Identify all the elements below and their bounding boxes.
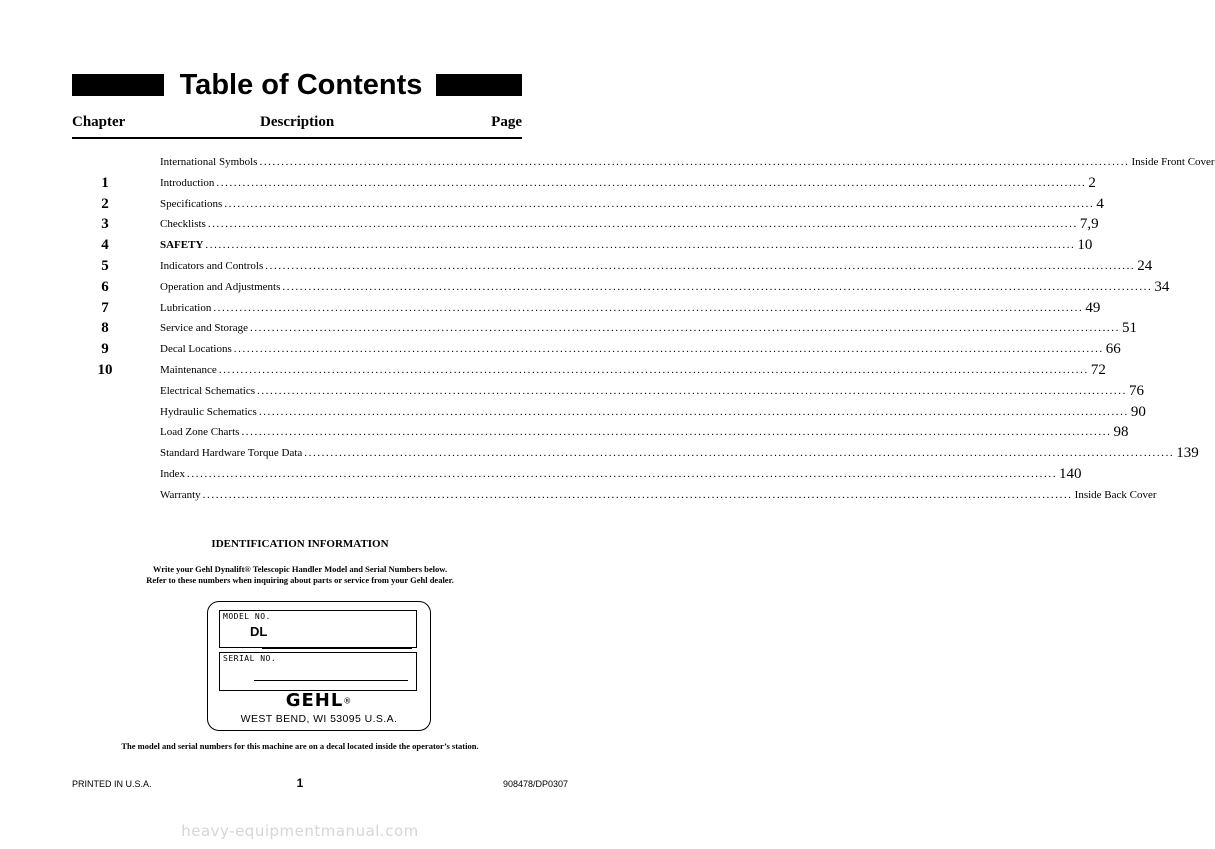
toc-chapter: 1 bbox=[101, 174, 109, 191]
description-header: Description bbox=[260, 114, 335, 130]
toc-entry[interactable] bbox=[160, 299, 1101, 316]
toc-page: 76 bbox=[1128, 382, 1144, 399]
toc-row bbox=[0, 214, 1099, 235]
toc-row bbox=[0, 277, 1170, 298]
toc-page: 10 bbox=[1077, 237, 1093, 254]
toc-leader: ........................................................................................................................................................................................................ bbox=[304, 447, 1175, 460]
toc-row bbox=[0, 485, 1157, 506]
toc-leader: ........................................................................................................................................................................................................ bbox=[259, 156, 1130, 168]
toc-description: International Symbols bbox=[160, 156, 258, 168]
toc-chapter: 6 bbox=[101, 278, 109, 295]
toc-entry[interactable] bbox=[160, 361, 1106, 378]
title-banner bbox=[72, 66, 522, 106]
toc-entry[interactable] bbox=[160, 487, 1157, 503]
toc-chapter: 9 bbox=[101, 341, 109, 358]
page-title: Table of Contents bbox=[179, 69, 423, 101]
toc-row bbox=[0, 152, 1215, 173]
toc-entry[interactable] bbox=[160, 257, 1153, 274]
toc-description: Electrical Schematics bbox=[160, 384, 255, 397]
toc-page: 51 bbox=[1121, 320, 1137, 337]
toc-page: 49 bbox=[1085, 299, 1101, 316]
toc-leader: ........................................................................................................................................................................................................ bbox=[202, 488, 1073, 501]
toc-entry[interactable] bbox=[160, 445, 1199, 462]
toc-description: Warranty bbox=[160, 488, 201, 501]
toc-leader: ........................................................................................................................................................................................................ bbox=[241, 426, 1112, 439]
serial-underline bbox=[254, 680, 408, 681]
toc-description: SAFETY bbox=[160, 239, 204, 252]
toc-page: 72 bbox=[1090, 361, 1106, 378]
toc-chapter: 10 bbox=[97, 361, 113, 378]
toc-row bbox=[0, 402, 1146, 423]
toc-description: Maintenance bbox=[160, 363, 217, 376]
toc-description: Lubrication bbox=[160, 301, 212, 314]
header-rule bbox=[72, 137, 522, 139]
toc-description: Specifications bbox=[160, 197, 223, 210]
toc-description: Standard Hardware Torque Data bbox=[160, 447, 303, 460]
toc-page: 4 bbox=[1096, 195, 1104, 212]
toc-description: Indicators and Controls bbox=[160, 259, 264, 272]
toc-leader: ........................................................................................................................................................................................................ bbox=[282, 280, 1153, 293]
toc-entry[interactable] bbox=[160, 424, 1129, 441]
toc-row bbox=[0, 194, 1104, 215]
title-bar-right bbox=[436, 74, 522, 96]
toc-chapter: 7 bbox=[101, 299, 109, 316]
identification-instruction-2: Refer to these numbers when inquiring about parts or service from your Gehl dealer. bbox=[146, 575, 454, 585]
toc-description: Operation and Adjustments bbox=[160, 280, 281, 293]
toc-row bbox=[0, 443, 1199, 464]
toc-row bbox=[0, 256, 1153, 277]
toc-description: Checklists bbox=[160, 218, 206, 231]
toc-chapter: 4 bbox=[101, 237, 109, 254]
toc-page: 24 bbox=[1137, 257, 1153, 274]
chapter-header: Chapter bbox=[72, 114, 126, 130]
model-box bbox=[219, 610, 417, 648]
toc-row bbox=[0, 298, 1101, 319]
footer-part-number: 908478/DP0307 bbox=[502, 779, 568, 789]
toc-chapter: 2 bbox=[101, 195, 109, 212]
toc-entry[interactable] bbox=[160, 465, 1082, 482]
identification-instruction-1: Write your Gehl Dynalift® Telescopic Handler Model and Serial Numbers below. bbox=[152, 564, 448, 574]
serial-label: SERIAL NO. bbox=[223, 654, 277, 663]
toc-entry[interactable] bbox=[160, 341, 1121, 358]
toc-leader: ........................................................................................................................................................................................................ bbox=[207, 218, 1078, 231]
toc-entry[interactable] bbox=[160, 216, 1099, 233]
toc-leader: ........................................................................................................................................................................................................ bbox=[187, 467, 1058, 480]
toc-chapter: 8 bbox=[101, 320, 109, 337]
toc-leader: ........................................................................................................................................................................................................ bbox=[224, 197, 1095, 210]
toc-leader: ........................................................................................................................................................................................................ bbox=[249, 322, 1120, 335]
watermark: heavy-equipmentmanual.com bbox=[181, 822, 419, 840]
toc-row bbox=[0, 422, 1129, 443]
model-underline bbox=[262, 648, 412, 649]
footer-printed: PRINTED IN U.S.A. bbox=[72, 779, 152, 789]
model-value: DL bbox=[250, 624, 268, 639]
toc-entry[interactable] bbox=[160, 237, 1093, 254]
toc-page: 2 bbox=[1088, 174, 1096, 191]
decal-location-note: The model and serial numbers for this machine are on a decal located inside the operator’s station. bbox=[121, 741, 479, 751]
toc-leader: ........................................................................................................................................................................................................ bbox=[258, 405, 1129, 418]
toc-page: 139 bbox=[1176, 445, 1199, 462]
toc-row bbox=[0, 173, 1096, 194]
toc-entry[interactable] bbox=[160, 278, 1170, 295]
page-header: Page bbox=[491, 114, 522, 130]
toc-description: Index bbox=[160, 467, 186, 480]
toc-entry[interactable] bbox=[160, 382, 1144, 399]
toc-description: Introduction bbox=[160, 176, 215, 189]
gehl-logo bbox=[208, 690, 430, 711]
toc-leader: ........................................................................................................................................................................................................ bbox=[233, 343, 1104, 356]
toc-entry[interactable] bbox=[160, 320, 1137, 337]
toc-description: Load Zone Charts bbox=[160, 426, 240, 439]
toc-page: 90 bbox=[1130, 403, 1146, 420]
toc-row bbox=[0, 235, 1093, 256]
toc-entry[interactable] bbox=[160, 154, 1215, 170]
toc-list bbox=[0, 152, 1215, 506]
toc-page: Inside Front Cover bbox=[1131, 156, 1215, 168]
toc-chapter: 5 bbox=[101, 257, 109, 274]
toc-row bbox=[0, 360, 1106, 381]
toc-chapter: 3 bbox=[101, 216, 109, 233]
toc-leader: ........................................................................................................................................................................................................ bbox=[218, 363, 1089, 376]
serial-box bbox=[219, 652, 417, 691]
identification-title: IDENTIFICATION INFORMATION bbox=[211, 538, 389, 550]
toc-description: Hydraulic Schematics bbox=[160, 405, 257, 418]
toc-entry[interactable] bbox=[160, 403, 1146, 420]
model-label: MODEL NO. bbox=[223, 612, 271, 621]
toc-row bbox=[0, 318, 1137, 339]
footer-page-number: 1 bbox=[296, 776, 304, 790]
logo-text: GEHL bbox=[285, 690, 344, 711]
toc-leader: ........................................................................................................................................................................................................ bbox=[265, 259, 1136, 272]
serial-decal bbox=[207, 601, 431, 731]
title-bar-left bbox=[72, 74, 164, 96]
toc-leader: ........................................................................................................................................................................................................ bbox=[213, 301, 1084, 314]
registered-mark: ® bbox=[343, 696, 353, 706]
decal-address: WEST BEND, WI 53095 U.S.A. bbox=[240, 713, 398, 725]
toc-leader: ........................................................................................................................................................................................................ bbox=[216, 176, 1087, 189]
toc-description: Decal Locations bbox=[160, 343, 232, 356]
toc-row bbox=[0, 464, 1082, 485]
toc-leader: ........................................................................................................................................................................................................ bbox=[205, 239, 1076, 252]
toc-page: 7,9 bbox=[1079, 216, 1099, 233]
toc-page: Inside Back Cover bbox=[1074, 488, 1157, 501]
toc-page: 140 bbox=[1059, 465, 1082, 482]
toc-page: 66 bbox=[1105, 341, 1121, 358]
toc-page: 34 bbox=[1154, 278, 1170, 295]
toc-page: 98 bbox=[1113, 424, 1129, 441]
toc-row bbox=[0, 339, 1121, 360]
toc-entry[interactable] bbox=[160, 174, 1096, 191]
toc-description: Service and Storage bbox=[160, 322, 248, 335]
toc-entry[interactable] bbox=[160, 195, 1104, 212]
toc-row bbox=[0, 381, 1144, 402]
toc-leader: ........................................................................................................................................................................................................ bbox=[256, 384, 1127, 397]
